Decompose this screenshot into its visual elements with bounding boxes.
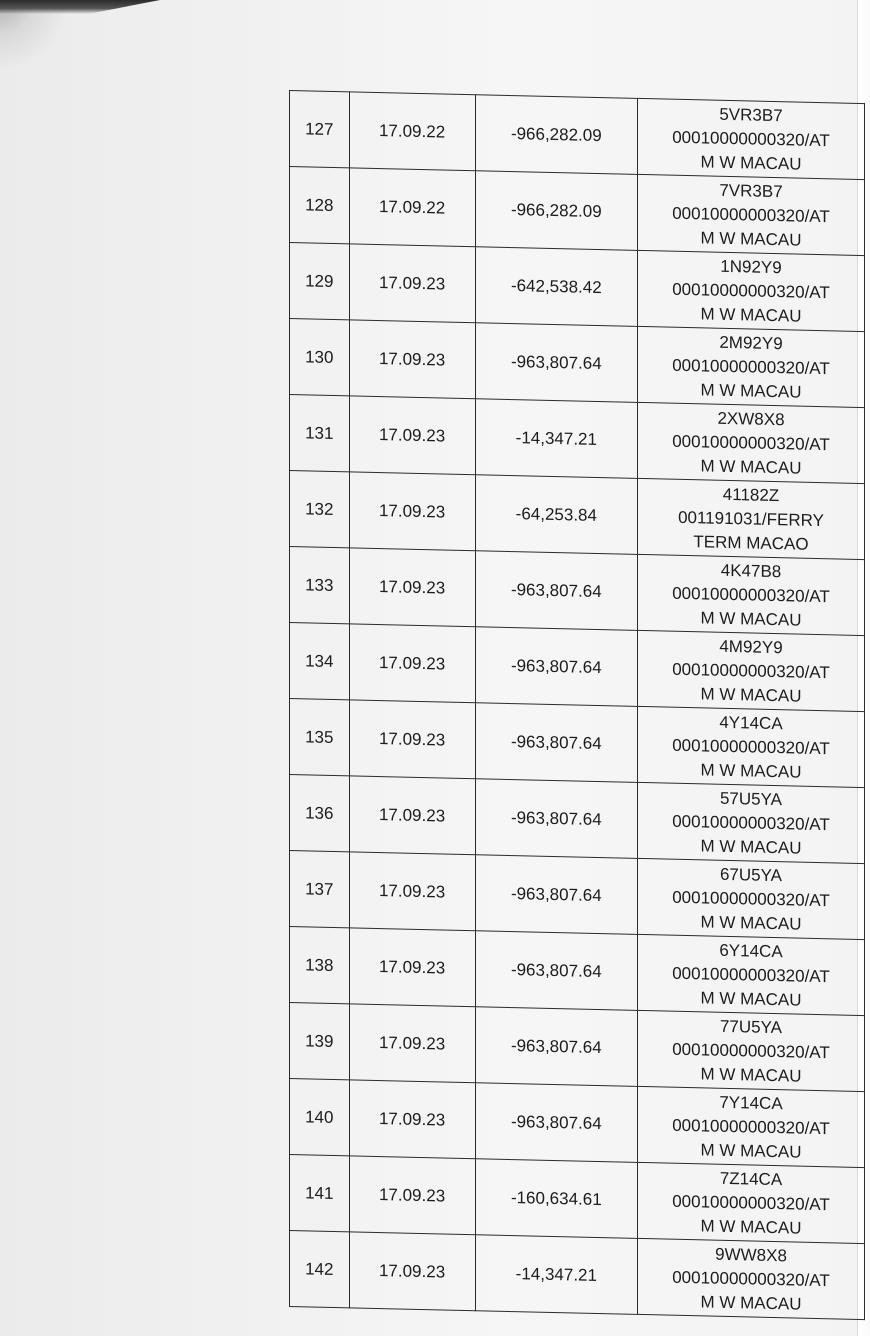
table-row: [290, 623, 865, 712]
description-line: 00010000000320/AT: [672, 963, 830, 986]
transaction-amount: -160,634.61: [475, 1159, 637, 1239]
transaction-description: [638, 98, 865, 179]
description-line: M W MACAU: [700, 911, 802, 934]
description-line: 00010000000320/AT: [672, 811, 830, 834]
row-number: 129: [290, 243, 350, 320]
table-row: [290, 1231, 865, 1320]
row-number: 142: [290, 1231, 350, 1308]
row-number: 139: [290, 1003, 350, 1080]
table-row: [290, 851, 865, 940]
description-line: 67U5YA: [719, 864, 783, 885]
transaction-description: [638, 1238, 865, 1319]
transaction-description: [638, 706, 865, 787]
table-row: [290, 319, 865, 408]
description-line: 2M92Y9: [719, 332, 783, 353]
description-line: 5VR3B7: [719, 104, 783, 125]
transaction-description: [638, 554, 865, 635]
description-line: 4M92Y9: [719, 636, 783, 657]
description-line: M W MACAU: [700, 607, 802, 630]
transaction-amount: -963,807.64: [475, 1083, 637, 1163]
transaction-description: [638, 782, 865, 863]
description-line: 00010000000320/AT: [672, 659, 830, 682]
description-line: 00010000000320/AT: [672, 1191, 830, 1214]
transaction-description: [638, 174, 865, 255]
row-number: 137: [290, 851, 350, 928]
description-line: M W MACAU: [700, 1215, 802, 1238]
transaction-description: [638, 250, 865, 331]
table-row: [290, 775, 865, 864]
transaction-date: 17.09.23: [349, 472, 475, 551]
row-number: 141: [290, 1155, 350, 1232]
transaction-table-body: [290, 91, 865, 1320]
description-line: 57U5YA: [719, 788, 783, 809]
description-line: 00010000000320/AT: [672, 355, 830, 378]
transaction-amount: -963,807.64: [475, 1007, 637, 1087]
row-number: 138: [290, 927, 350, 1004]
row-number: 140: [290, 1079, 350, 1156]
transaction-date: 17.09.22: [349, 92, 475, 171]
description-line: 9WW8X8: [715, 1244, 787, 1265]
description-line: 00010000000320/AT: [672, 203, 830, 226]
transaction-date: 17.09.23: [349, 624, 475, 703]
transaction-date: 17.09.23: [349, 700, 475, 779]
transaction-amount: -14,347.21: [475, 1235, 637, 1315]
transaction-description: [638, 630, 865, 711]
table-row: [290, 699, 865, 788]
description-line: M W MACAU: [700, 835, 802, 858]
description-line: 00010000000320/AT: [672, 279, 830, 302]
description-line: 1N92Y9: [720, 256, 782, 277]
description-line: 00010000000320/AT: [672, 1115, 830, 1138]
table-row: [290, 395, 865, 484]
transaction-date: 17.09.23: [349, 928, 475, 1007]
description-line: 4Y14CA: [719, 712, 783, 733]
table-row: [290, 243, 865, 332]
transaction-description: [638, 478, 865, 559]
transaction-date: 17.09.23: [349, 1232, 475, 1311]
transaction-date: 17.09.23: [349, 244, 475, 323]
transaction-amount: -963,807.64: [475, 323, 637, 403]
transaction-description: [638, 1010, 865, 1091]
description-line: 77U5YA: [719, 1016, 783, 1037]
transaction-description: [638, 1086, 865, 1167]
transaction-amount: -14,347.21: [475, 399, 637, 479]
transaction-date: 17.09.22: [349, 168, 475, 247]
description-line: TERM MACAO: [693, 531, 809, 554]
row-number: 130: [290, 319, 350, 396]
description-line: 7Y14CA: [719, 1092, 783, 1113]
table-row: [290, 91, 865, 180]
transaction-amount: -963,807.64: [475, 779, 637, 859]
description-line: M W MACAU: [700, 151, 802, 174]
transaction-date: 17.09.23: [349, 396, 475, 475]
transaction-date: 17.09.23: [349, 1156, 475, 1235]
transaction-date: 17.09.23: [349, 1004, 475, 1083]
transaction-date: 17.09.23: [349, 320, 475, 399]
table-row: [290, 927, 865, 1016]
description-line: M W MACAU: [700, 1139, 802, 1162]
description-line: 00010000000320/AT: [672, 1039, 830, 1062]
transaction-date: 17.09.23: [349, 852, 475, 931]
description-line: M W MACAU: [700, 1291, 802, 1314]
description-line: 00010000000320/AT: [672, 583, 830, 606]
description-line: 00010000000320/AT: [672, 735, 830, 758]
table-row: [290, 1079, 865, 1168]
transaction-date: 17.09.23: [349, 1080, 475, 1159]
transaction-date: 17.09.23: [349, 548, 475, 627]
description-line: M W MACAU: [700, 455, 802, 478]
description-line: 6Y14CA: [719, 940, 783, 961]
description-line: 00010000000320/AT: [672, 431, 830, 454]
description-line: M W MACAU: [700, 987, 802, 1010]
description-line: 001191031/FERRY: [678, 507, 824, 530]
transaction-amount: -642,538.42: [475, 247, 637, 327]
row-number: 131: [290, 395, 350, 472]
transaction-amount: -966,282.09: [475, 95, 637, 175]
table-row: [290, 167, 865, 256]
transaction-description: [638, 326, 865, 407]
transaction-description: [638, 858, 865, 939]
description-line: M W MACAU: [700, 379, 802, 402]
row-number: 135: [290, 699, 350, 776]
description-line: M W MACAU: [700, 683, 802, 706]
description-line: 4K47B8: [720, 560, 782, 581]
description-line: M W MACAU: [700, 303, 802, 326]
row-number: 132: [290, 471, 350, 548]
description-line: M W MACAU: [700, 759, 802, 782]
transaction-date: 17.09.23: [349, 776, 475, 855]
description-line: 7Z14CA: [719, 1168, 783, 1189]
row-number: 127: [290, 91, 350, 168]
description-line: 00010000000320/AT: [672, 887, 830, 910]
description-line: 41182Z: [722, 484, 780, 505]
row-number: 136: [290, 775, 350, 852]
table-row: [290, 1155, 865, 1244]
transaction-description: [638, 1162, 865, 1243]
description-line: 7VR3B7: [719, 180, 783, 201]
transaction-description: [638, 934, 865, 1015]
transaction-amount: -963,807.64: [475, 931, 637, 1011]
description-line: 00010000000320/AT: [672, 127, 830, 150]
description-line: 2XW8X8: [717, 408, 785, 429]
page-top-edge: [0, 0, 160, 14]
table-row: [290, 547, 865, 636]
transaction-amount: -966,282.09: [475, 171, 637, 251]
description-line: 00010000000320/AT: [672, 1267, 830, 1290]
transaction-amount: -963,807.64: [475, 627, 637, 707]
transaction-amount: -963,807.64: [475, 551, 637, 631]
transaction-description: [638, 402, 865, 483]
table-row: [290, 1003, 865, 1092]
row-number: 133: [290, 547, 350, 624]
transaction-table: [289, 90, 865, 1320]
transaction-amount: -64,253.84: [475, 475, 637, 555]
transaction-amount: -963,807.64: [475, 855, 637, 935]
row-number: 134: [290, 623, 350, 700]
transaction-amount: -963,807.64: [475, 703, 637, 783]
description-line: M W MACAU: [700, 227, 802, 250]
description-line: M W MACAU: [700, 1063, 802, 1086]
row-number: 128: [290, 167, 350, 244]
table-row: [290, 471, 865, 560]
